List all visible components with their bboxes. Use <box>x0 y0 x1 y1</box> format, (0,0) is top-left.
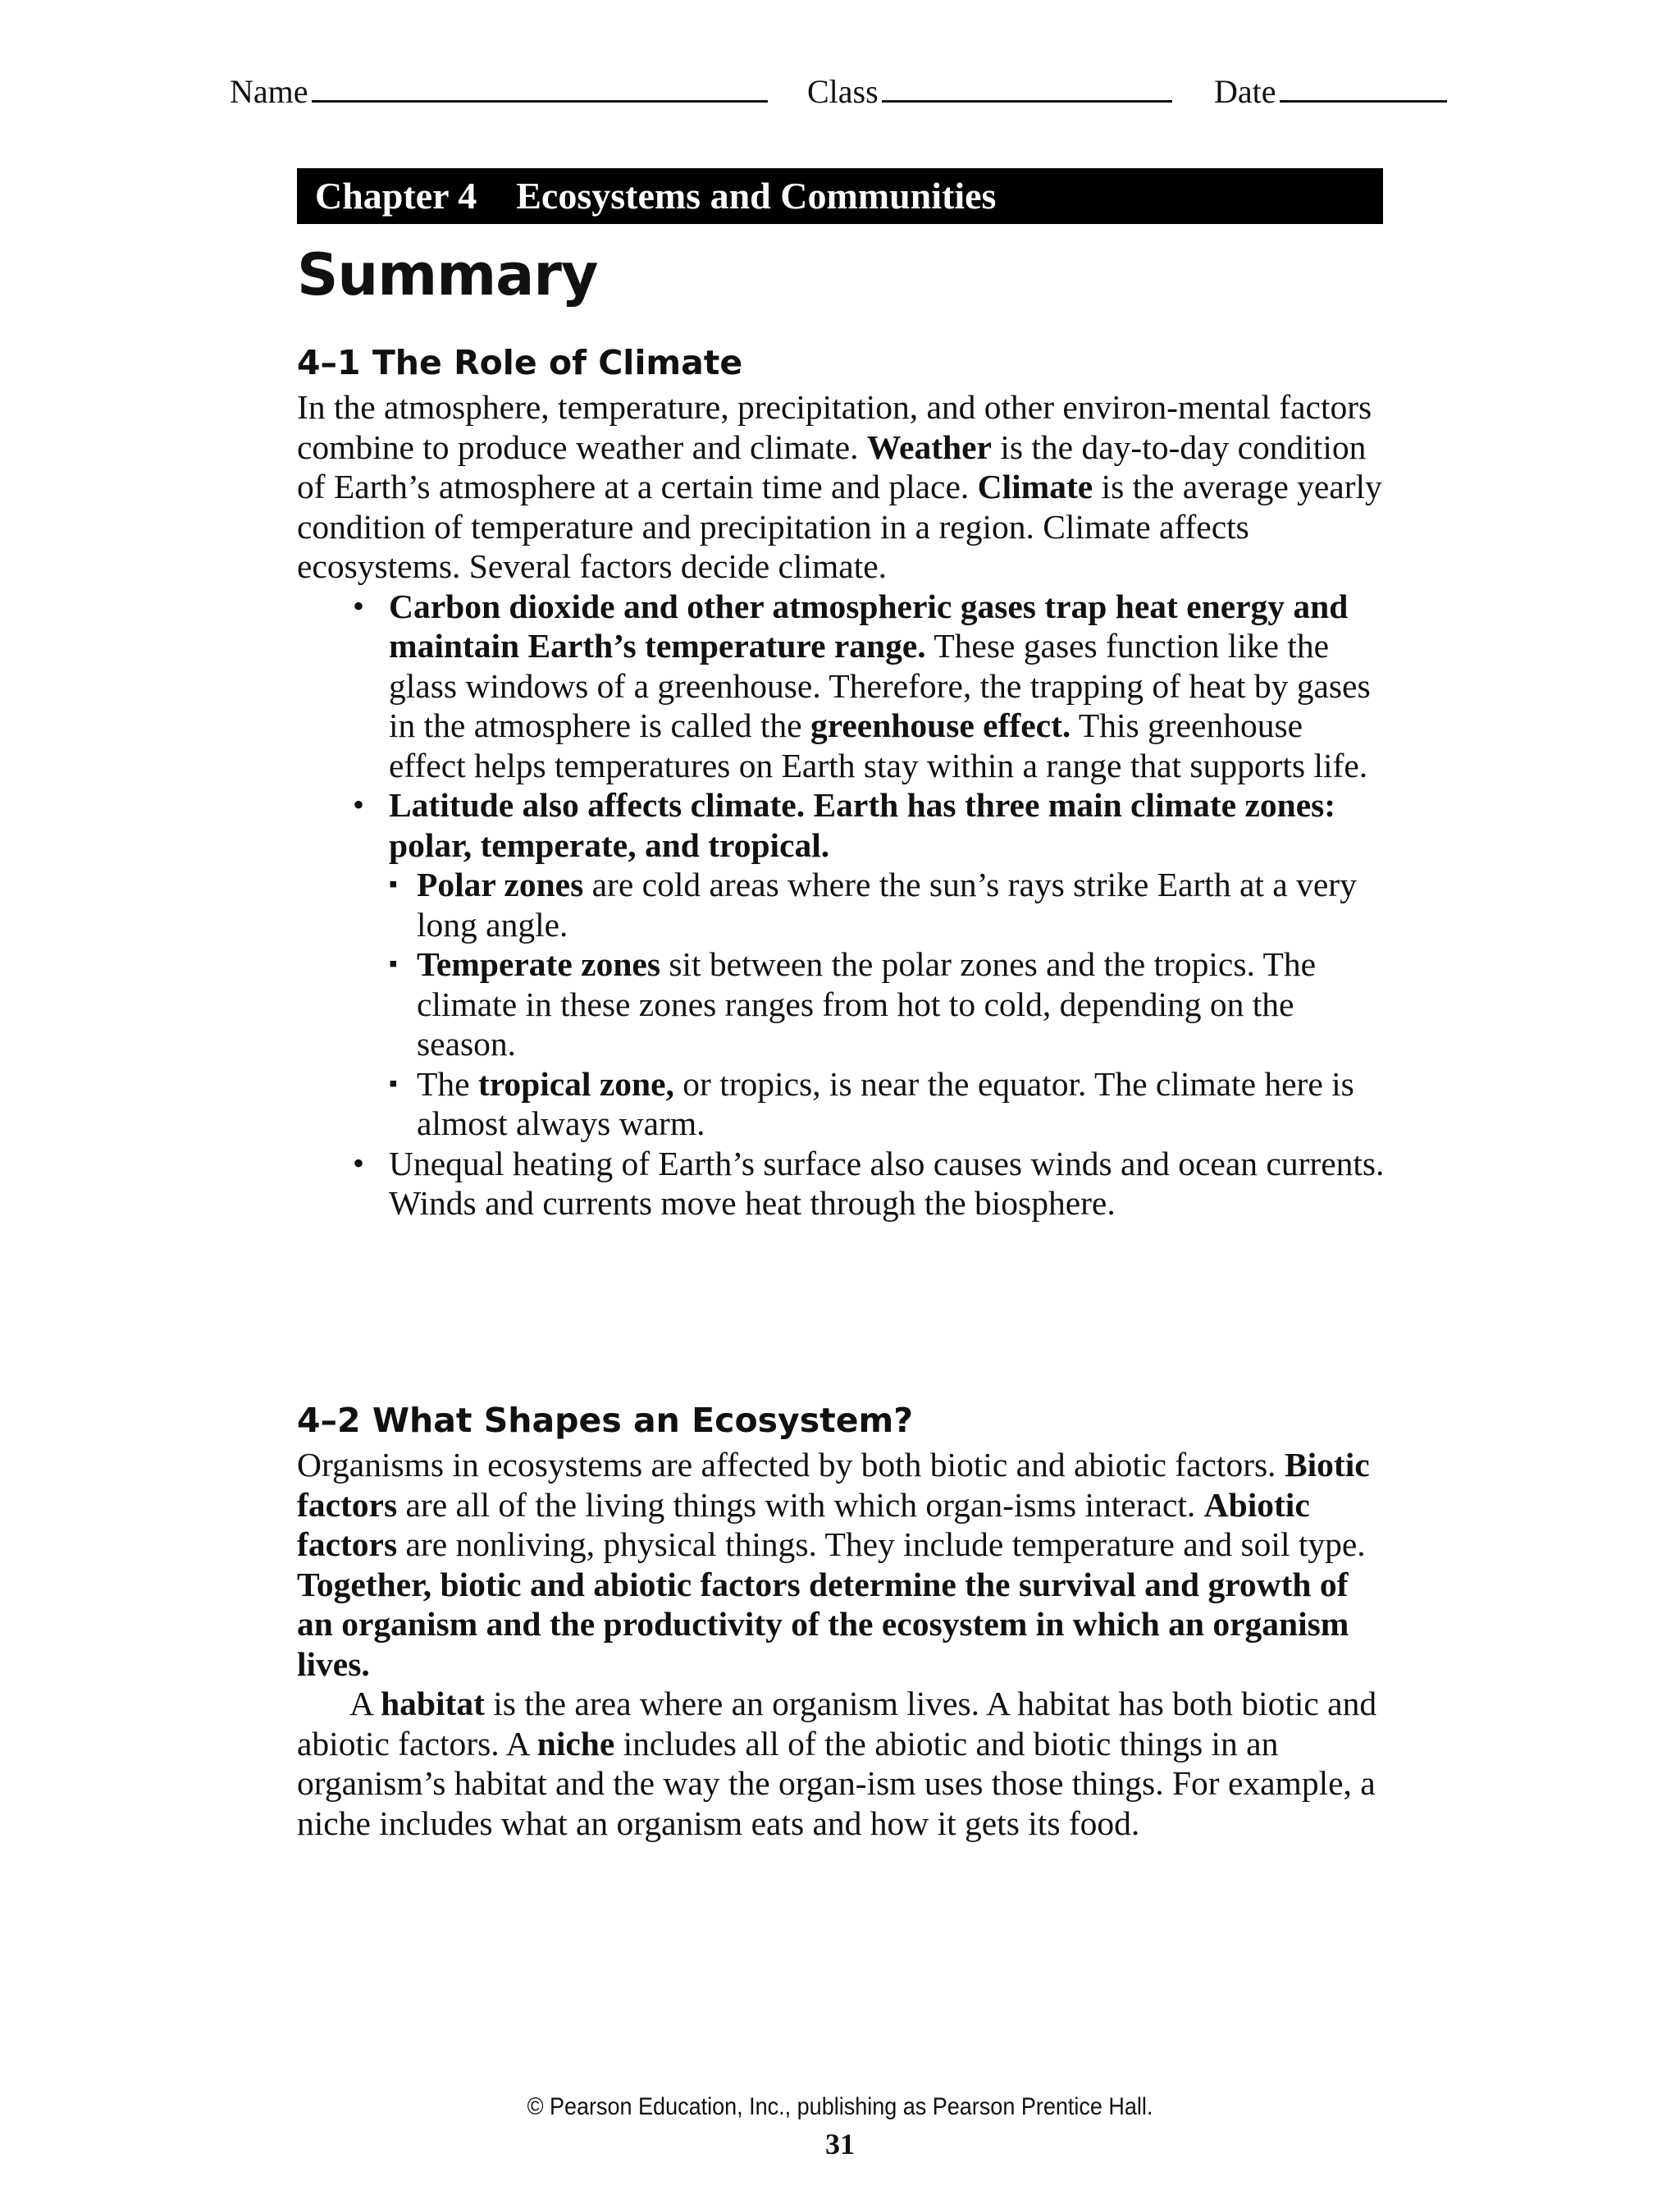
term-tropical-zone: tropical zone, <box>477 1064 674 1103</box>
list-item: • Unequal heating of Earth’s surface also causes winds and ocean currents. Winds and currents move heat through the biosphere. <box>353 1144 1385 1222</box>
class-label: Class <box>807 73 879 110</box>
term-niche: niche <box>536 1724 615 1763</box>
term-temperate-zones: Temperate zones <box>417 945 660 983</box>
name-label: Name <box>230 73 308 110</box>
sub-list-item: ▪ The tropical zone, or tropics, is near the equator. The climate here is almost always warm. <box>389 1064 1354 1142</box>
bullet-icon: • <box>353 1144 365 1182</box>
class-field <box>807 67 1172 117</box>
chapter-number: Chapter 4 <box>315 175 477 217</box>
name-field <box>230 67 768 117</box>
date-label: Date <box>1214 73 1276 110</box>
student-info-header <box>230 67 1454 117</box>
name-blank-line[interactable] <box>312 72 768 103</box>
copyright-notice: © Pearson Education, Inc., publishing as Pearson Prentice Hall. <box>527 2093 1153 2120</box>
section-heading: 4–1 The Role of Climate <box>297 343 743 382</box>
square-bullet-icon: ▪ <box>389 1069 398 1097</box>
term-polar-zones: Polar zones <box>417 866 584 903</box>
page-number: 31 <box>825 2128 855 2160</box>
paragraph: A habitat is the area where an organism lives. A habitat has both biotic and abiotic factors. A niche includes all of the abiotic and biotic things in an organism’s habitat and the way the organ-ism uses those things. For example, a niche includes what an organism eats and how it gets its food. <box>297 1685 1377 1842</box>
section-what-shapes-an-ecosystem <box>297 1397 1388 1843</box>
chapter-title: Ecosystems and Communities <box>516 175 997 217</box>
section-heading: 4–2 What Shapes an Ecosystem? <box>297 1401 914 1440</box>
intro-paragraph: In the atmosphere, temperature, precipitation, and other environ-mental factors combine to produce weather and climate. Weather is the day-to-day condition of Earth’s atmosphere at a certain time and place. Climate is the average yearly condition of temperature and precipitation in a region. Climate affects ecosystems. Several factors decide climate. <box>297 388 1382 585</box>
list-item: • Latitude also affects climate. Earth has three main climate zones: polar, temperate, and tropical. <box>353 786 1336 864</box>
sub-list-item: ▪ Polar zones are cold areas where the sun’s rays strike Earth at a very long angle. <box>389 866 1357 944</box>
term-climate: Climate <box>977 468 1093 505</box>
term-weather: Weather <box>866 427 992 466</box>
chapter-banner <box>297 168 1383 224</box>
page-title: Summary <box>297 241 598 309</box>
paragraph: Organisms in ecosystems are affected by both biotic and abiotic factors. Biotic factors are all of the living things with which organ-isms interact. Abiotic factors are nonliving, physical things. They include temperature and soil type. Together, biotic and abiotic factors determine the survival and growth of an organism and the productivity of the ecosystem in which an organism lives. <box>297 1446 1370 1683</box>
term-habitat: habitat <box>381 1685 485 1722</box>
list-item: • Carbon dioxide and other atmospheric gases trap heat energy and maintain Earth’s temperature range. These gases function like the glass windows of a greenhouse. Therefore, the trapping of heat by gases in the atmosphere is called the greenhouse effect. This greenhouse effect helps temperatures on Earth stay within a range that supports life. <box>353 587 1371 784</box>
square-bullet-icon: ▪ <box>389 871 398 898</box>
class-blank-line[interactable] <box>882 72 1172 103</box>
bullet-icon: • <box>353 786 365 823</box>
date-blank-line[interactable] <box>1280 72 1447 103</box>
date-field <box>1214 67 1447 117</box>
term-biotic-factors: Biotic factors <box>297 1446 1370 1524</box>
section-role-of-climate <box>297 340 1388 1223</box>
sub-list-item: ▪ Temperate zones sit between the polar zones and the tropics. The climate in these zones ranges from hot to cold, depending on the season. <box>389 945 1316 1063</box>
bullet-icon: • <box>353 587 365 624</box>
term-abiotic-factors: Abiotic factors <box>297 1485 1310 1563</box>
square-bullet-icon: ▪ <box>389 950 398 977</box>
term-greenhouse-effect: greenhouse effect. <box>810 706 1071 744</box>
